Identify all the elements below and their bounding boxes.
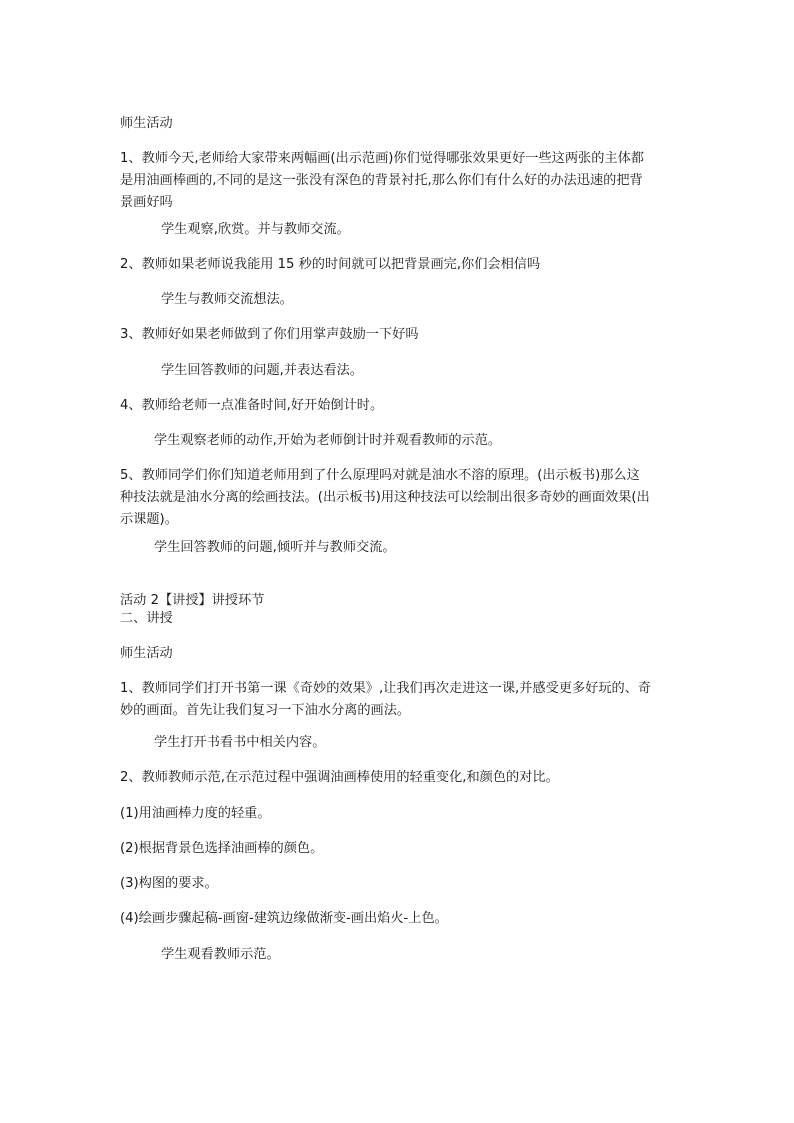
paragraph-line: 景画好吗	[120, 195, 173, 210]
section-heading: 师生活动	[120, 116, 173, 131]
paragraph-line: 种技法就是油水分离的绘画技法。(出示板书)用这种技法可以绘制出很多奇妙的画面效果(出	[120, 490, 650, 505]
student-response: 学生观察老师的动作,开始为老师倒计时并观看教师的示范。	[154, 433, 502, 448]
paragraph-line: 妙的画面。首先让我们复习一下油水分离的画法。	[120, 703, 411, 718]
section-heading: 师生活动	[120, 646, 173, 661]
paragraph-line: 1、教师今天,老师给大家带来两幅画(出示范画)你们觉得哪张效果更好一些这两张的主体都	[120, 151, 644, 166]
paragraph-item-1	[120, 678, 651, 722]
paragraph-line: 是用油画棒画的,不同的是这一张没有深色的背景衬托,那么你们有什么好的办法迅速的把背	[120, 173, 643, 188]
step-2: (2)根据背景色选择油画棒的颜色。	[120, 841, 324, 856]
step-3: (3)构图的要求。	[120, 876, 218, 891]
student-response: 学生回答教师的问题,并表达看法。	[161, 363, 364, 378]
paragraph-item-2: 2、教师教师示范,在示范过程中强调油画棒使用的轻重变化,和颜色的对比。	[120, 770, 559, 785]
paragraph-item-1	[120, 148, 644, 214]
step-4: (4)绘画步骤起稿-画窗-建筑边缘做渐变-画出焰火-上色。	[120, 911, 448, 926]
paragraph-item-4: 4、教师给老师一点准备时间,好开始倒计时。	[120, 398, 384, 413]
student-response: 学生打开书看书中相关内容。	[154, 735, 326, 750]
paragraph-line: 1、教师同学们打开书第一课《奇妙的效果》,让我们再次走进这一课,并感受更多好玩的、奇	[120, 681, 652, 696]
student-response: 学生观察,欣赏。并与教师交流。	[161, 222, 350, 237]
student-response: 学生与教师交流想法。	[161, 292, 293, 307]
activity-title: 活动 2【讲授】讲授环节	[120, 593, 265, 608]
step-1: (1)用油画棒力度的轻重。	[120, 806, 271, 821]
section-subtitle: 二、讲授	[120, 611, 173, 626]
paragraph-item-3: 3、教师好如果老师做到了你们用掌声鼓励一下好吗	[120, 327, 419, 342]
student-response: 学生观看教师示范。	[161, 947, 280, 962]
paragraph-item-5	[120, 465, 650, 531]
paragraph-item-2: 2、教师如果老师说我能用 15 秒的时间就可以把背景画完,你们会相信吗	[120, 257, 541, 272]
paragraph-line: 5、教师同学们你们知道老师用到了什么原理吗对就是油水不溶的原理。(出示板书)那么这	[120, 468, 640, 483]
student-response: 学生回答教师的问题,倾听并与教师交流。	[154, 540, 396, 555]
paragraph-line: 示课题)。	[120, 512, 178, 527]
